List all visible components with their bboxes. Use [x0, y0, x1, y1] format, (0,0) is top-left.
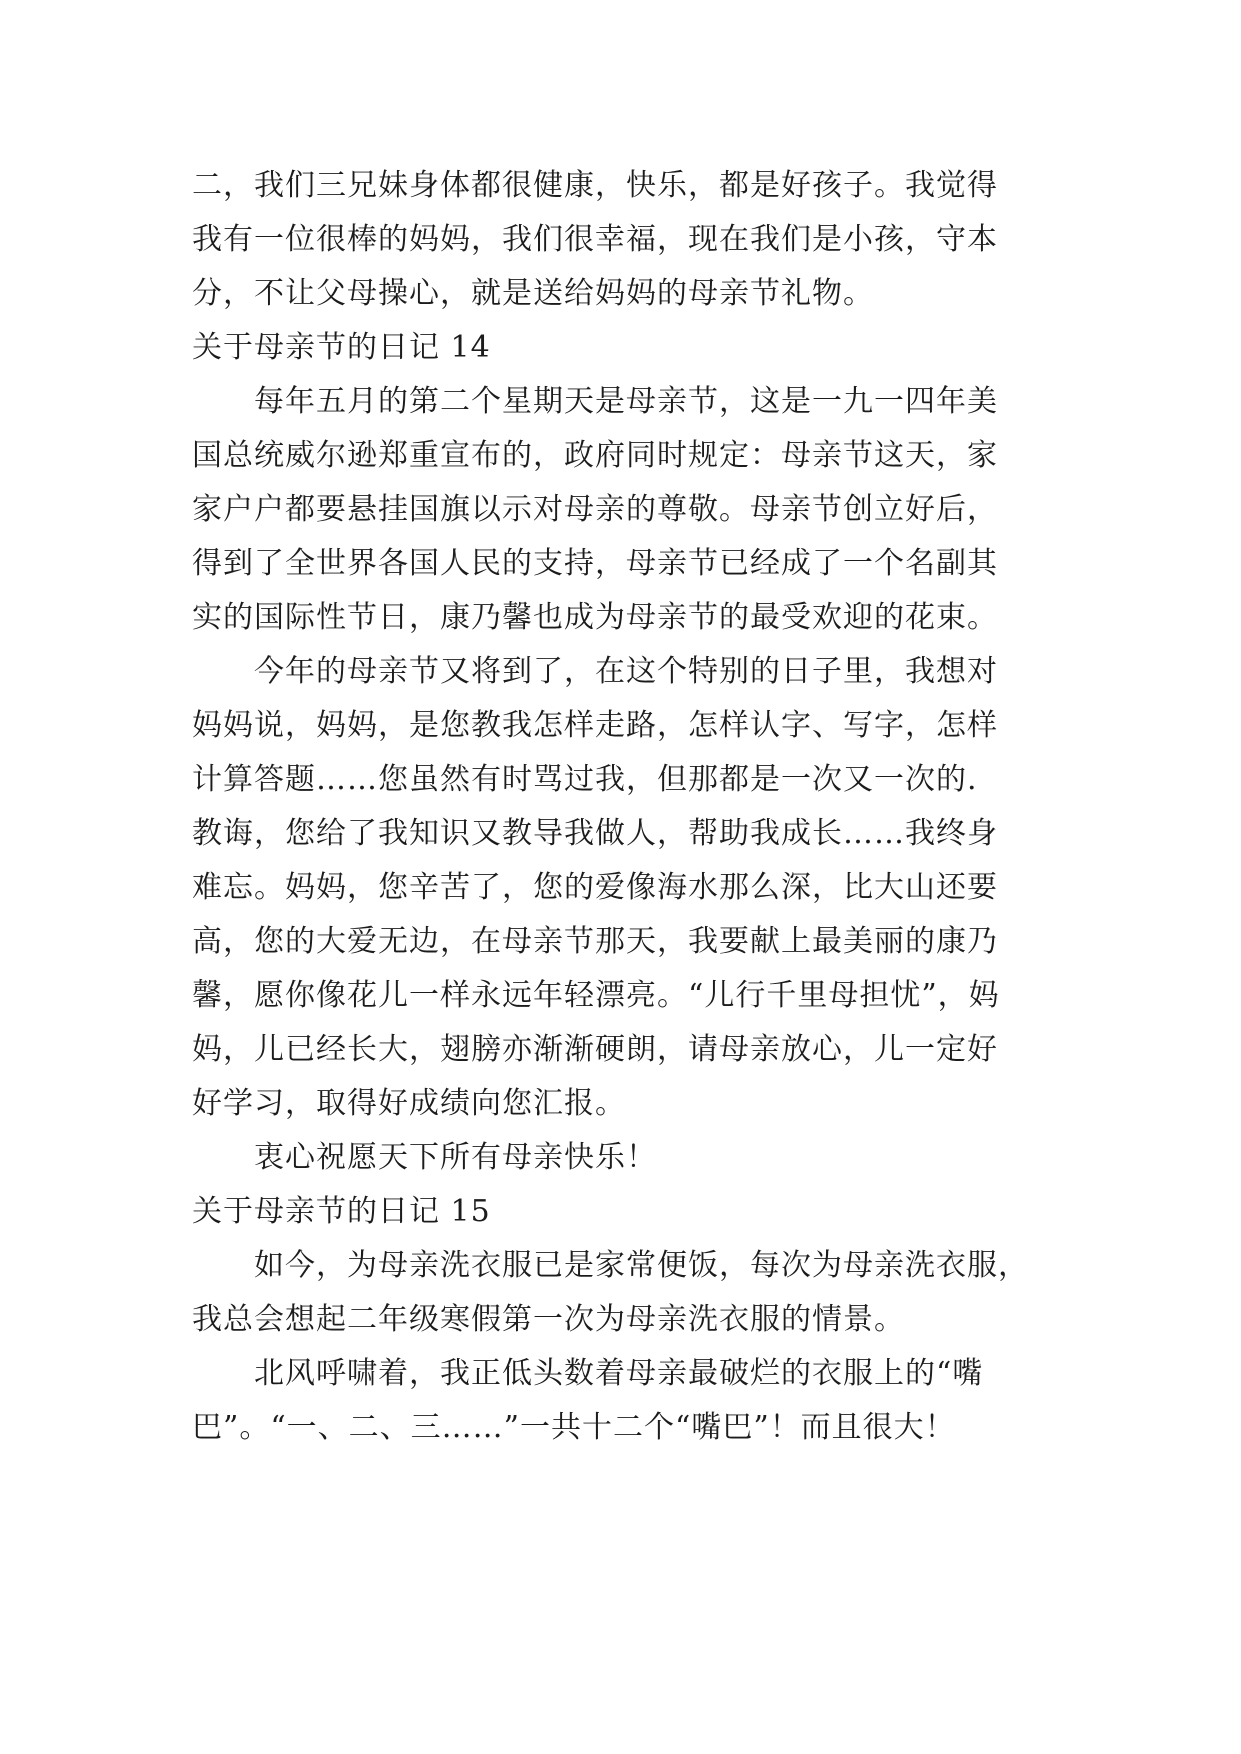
paragraph-line: 分，不让父母操心，就是送给妈妈的母亲节礼物。 [192, 276, 874, 311]
paragraph-line: 每年五月的第二个星期天是母亲节，这是一九一四年美 [254, 384, 998, 419]
paragraph-line: 今年的母亲节又将到了，在这个特别的日子里，我想对 [254, 654, 998, 689]
paragraph-line: 计算答题……您虽然有时骂过我，但那都是一次又一次的. [192, 762, 978, 797]
paragraph-line: 好学习，取得好成绩向您汇报。 [192, 1086, 626, 1121]
paragraph-line: 如今，为母亲洗衣服已是家常便饭，每次为母亲洗衣服， [254, 1248, 1029, 1283]
paragraph-line: 国总统威尔逊郑重宣布的，政府同时规定：母亲节这天，家 [192, 438, 998, 473]
paragraph-line: 实的国际性节日，康乃馨也成为母亲节的最受欢迎的花束。 [192, 600, 998, 635]
paragraph-line: 衷心祝愿天下所有母亲快乐！ [254, 1140, 657, 1175]
paragraph-line: 北风呼啸着，我正低头数着母亲最破烂的衣服上的“嘴 [254, 1356, 984, 1391]
section-heading-15: 关于母亲节的日记 15 [192, 1194, 491, 1229]
paragraph-line: 妈，儿已经长大，翅膀亦渐渐硬朗，请母亲放心，儿一定好 [192, 1032, 998, 1067]
paragraph-line: 高，您的大爱无边，在母亲节那天，我要献上最美丽的康乃 [192, 924, 998, 959]
paragraph-line: 二，我们三兄妹身体都很健康，快乐，都是好孩子。我觉得 [192, 168, 998, 203]
paragraph-line: 馨，愿你像花儿一样永远年轻漂亮。“儿行千里母担忧”，妈 [192, 978, 1000, 1013]
paragraph-line: 家户户都要悬挂国旗以示对母亲的尊敬。母亲节创立好后， [192, 492, 998, 527]
paragraph-line: 巴”。“一、二、三……”一共十二个“嘴巴”！而且很大！ [192, 1410, 956, 1445]
paragraph-line: 得到了全世界各国人民的支持，母亲节已经成了一个名副其 [192, 546, 998, 581]
paragraph-line: 我有一位很棒的妈妈，我们很幸福，现在我们是小孩，守本 [192, 222, 998, 257]
paragraph-line: 难忘。妈妈，您辛苦了，您的爱像海水那么深，比大山还要 [192, 870, 998, 905]
paragraph-line: 我总会想起二年级寒假第一次为母亲洗衣服的情景。 [192, 1302, 905, 1337]
paragraph-line: 妈妈说，妈妈，是您教我怎样走路，怎样认字、写字，怎样 [192, 708, 998, 743]
section-heading-14: 关于母亲节的日记 14 [192, 330, 491, 365]
paragraph-line: 教诲，您给了我知识又教导我做人，帮助我成长……我终身 [192, 816, 998, 851]
